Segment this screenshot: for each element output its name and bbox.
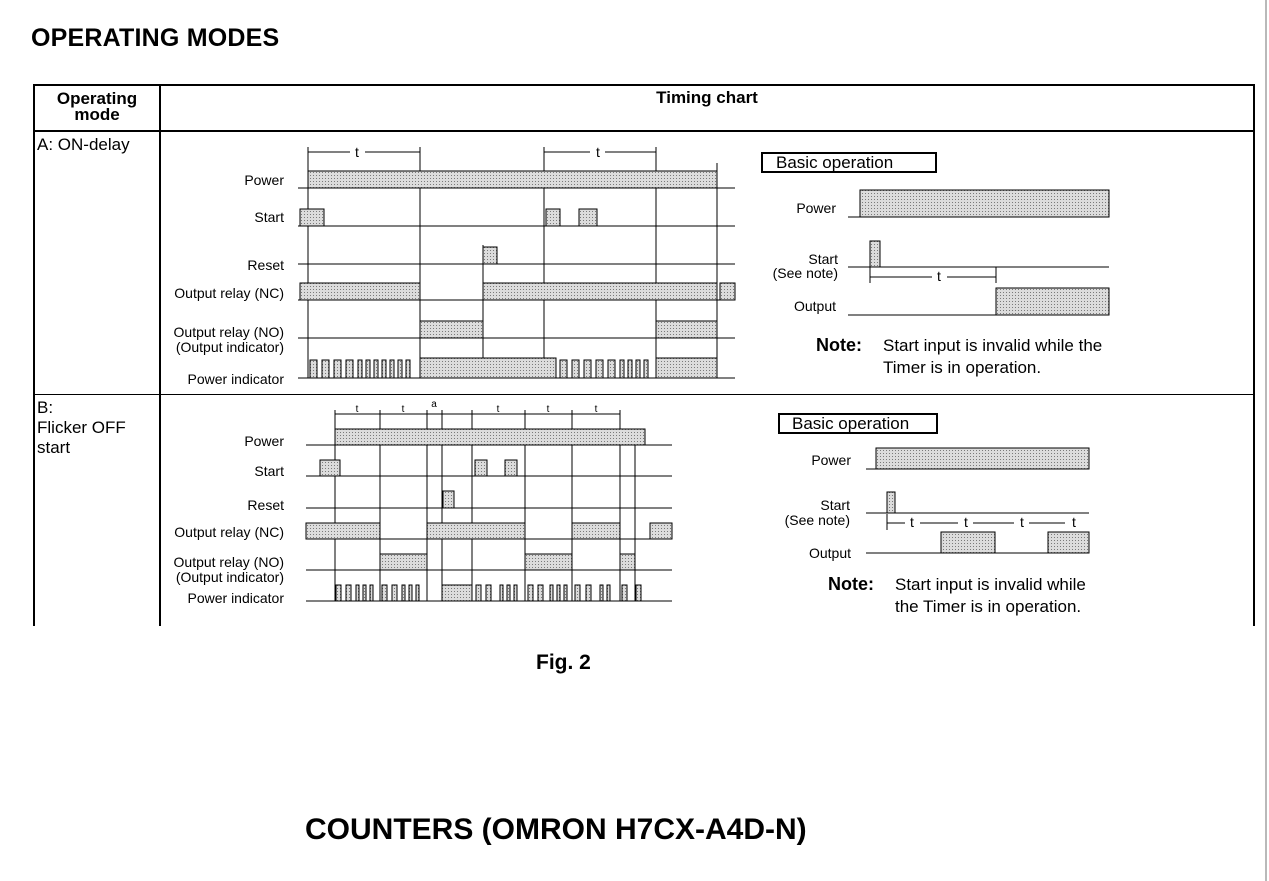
svg-text:Power indicator: Power indicator bbox=[187, 590, 284, 606]
svg-text:t: t bbox=[546, 404, 550, 415]
mode-a-label: A: ON-delay bbox=[37, 135, 130, 154]
svg-text:a: a bbox=[431, 399, 437, 410]
signal-output-indicator-label: (Output indicator) bbox=[175, 339, 284, 355]
svg-text:t: t bbox=[964, 514, 968, 530]
svg-text:t: t bbox=[937, 268, 941, 284]
basic-operation-title: Basic operation bbox=[776, 153, 894, 172]
header-timing-chart: Timing chart bbox=[656, 88, 758, 107]
svg-text:(See note): (See note) bbox=[784, 512, 850, 528]
svg-text:t: t bbox=[594, 404, 598, 415]
signal-start-label: Start bbox=[254, 209, 284, 225]
svg-text:Reset: Reset bbox=[247, 497, 284, 513]
svg-text:(See note): (See note) bbox=[772, 265, 838, 281]
svg-text:Start: Start bbox=[808, 251, 838, 267]
svg-text:Output relay (NC): Output relay (NC) bbox=[174, 524, 284, 540]
section-heading: OPERATING MODES bbox=[31, 24, 280, 52]
svg-text:t: t bbox=[355, 144, 359, 160]
svg-text:Output: Output bbox=[793, 298, 836, 314]
svg-text:t: t bbox=[355, 404, 359, 415]
svg-text:Start: Start bbox=[820, 497, 850, 513]
svg-text:t: t bbox=[401, 404, 405, 415]
svg-text:Output: Output bbox=[808, 545, 851, 561]
figure-caption: Fig. 2 bbox=[536, 651, 591, 674]
svg-text:Start: Start bbox=[254, 463, 284, 479]
timing-chart-flicker-off bbox=[160, 396, 1250, 624]
signal-output-no-label: Output relay (NO) bbox=[173, 324, 284, 340]
svg-text:t: t bbox=[1072, 514, 1076, 530]
svg-text:Power: Power bbox=[796, 200, 836, 216]
counters-heading: COUNTERS (OMRON H7CX-A4D-N) bbox=[305, 813, 807, 846]
note-line2: Timer is in operation. bbox=[883, 358, 1042, 377]
svg-text:Note:: Note: bbox=[828, 574, 874, 594]
svg-text:Basic operation: Basic operation bbox=[792, 414, 910, 433]
timing-chart-on-delay bbox=[160, 133, 1250, 393]
svg-text:(Output indicator): (Output indicator) bbox=[175, 569, 284, 585]
note-label: Note: bbox=[816, 335, 862, 355]
svg-text:the Timer is in operation.: the Timer is in operation. bbox=[895, 597, 1082, 616]
mode-b-label: B: Flicker OFF start bbox=[37, 398, 126, 457]
signal-output-nc-label: Output relay (NC) bbox=[174, 285, 284, 301]
svg-text:t: t bbox=[496, 404, 500, 415]
svg-text:Output relay (NO): Output relay (NO) bbox=[173, 554, 284, 570]
note-line1: Start input is invalid while the bbox=[883, 336, 1103, 355]
svg-text:t: t bbox=[596, 144, 600, 160]
svg-text:t: t bbox=[1020, 514, 1024, 530]
svg-text:t: t bbox=[910, 514, 914, 530]
signal-reset-label: Reset bbox=[247, 257, 284, 273]
page-edge bbox=[1265, 0, 1267, 881]
svg-text:Start input is invalid while: Start input is invalid while bbox=[895, 575, 1086, 594]
header-operating-mode: Operating mode bbox=[56, 89, 138, 124]
svg-text:Power: Power bbox=[244, 433, 284, 449]
signal-power-label: Power bbox=[244, 172, 284, 188]
signal-power-indicator-label: Power indicator bbox=[187, 371, 284, 387]
svg-text:Power: Power bbox=[811, 452, 851, 468]
